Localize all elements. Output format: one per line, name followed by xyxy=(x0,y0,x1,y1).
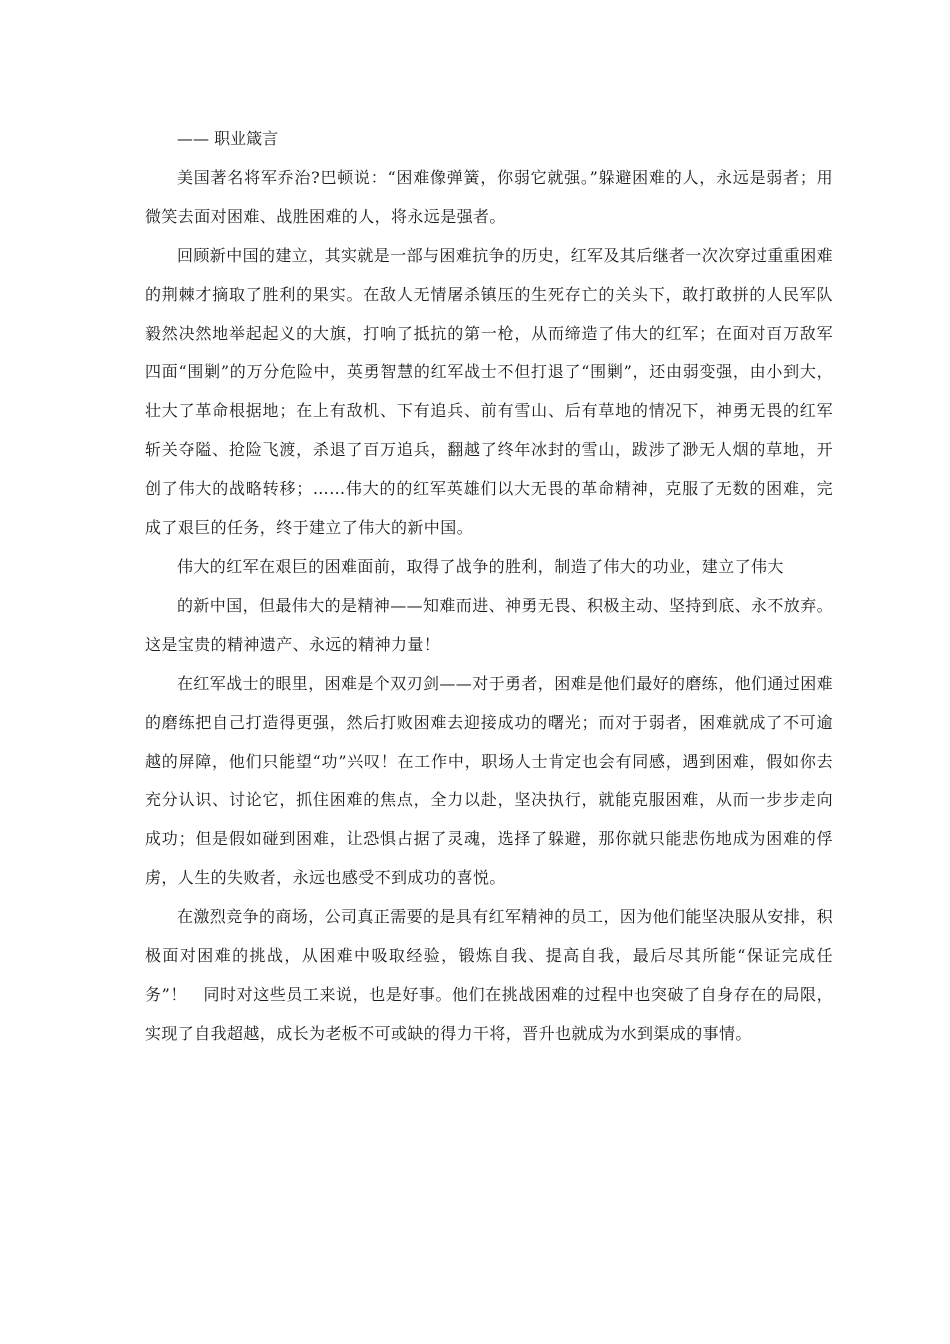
motto-line: —— 职业箴言 xyxy=(177,129,279,148)
paragraph-red-army-victory: 伟大的红军在艰巨的困难面前，取得了战争的胜利，制造了伟大的功业，建立了伟大 xyxy=(177,556,784,576)
paragraph-history-review: 回顾新中国的建立，其实就是一部与困难抗争的历史，红军及其后继者一次次穿过重重困难的荆棘才摘取了胜利的果实。在敌人无情屠杀镇压的生死存亡的关头下，敢打敢拼的人民军队毅然决然地举起起义的大旗，打响了抵抗的第一枪，从而缔造了伟大的红军；在面对百万敌军四面“围剿”的万分危险中，英勇智慧的红军战士不但打退了“围剿”，还由弱变强，由小到大，壮大了革命根据地；在上有敌机、下有追兵、前有雪山、后有草地的情况下，神勇无畏的红军斩关夺隘、抢险飞渡，杀退了百万追兵，翻越了终年冰封的雪山，跋涉了渺无人烟的草地，开创了伟大的战略转移；……伟大的的红军英雄们以大无畏的革命精神，克服了无数的困难，完成了艰巨的任务，终于建立了伟大的新中国。 xyxy=(145,245,834,538)
document-body xyxy=(145,120,833,1054)
paragraph-great-spirit: 的新中国，但最伟大的是精神——知难而进、神勇无畏、积极主动、坚持到底、永不放弃。这是宝贵的精神遗产、永远的精神力量！ xyxy=(145,595,834,654)
paragraph-patton-quote: 美国著名将军乔治?巴顿说：“困难像弹簧，你弱它就强。”躲避困难的人，永远是弱者；用微笑去面对困难、战胜困难的人，将永远是强者。 xyxy=(145,167,833,226)
paragraph-business-competition: 在激烈竞争的商场，公司真正需要的是具有红军精神的员工，因为他们能坚决服从安排，积极面对困难的挑战，从困难中吸取经验，锻炼自我、提高自我，最后尽其所能“保证完成任务”！ 同时对这些员工来说，也是好事。他们在挑战困难的过程中也突破了自身存在的局限，实现了自我超越，成长为老板不可或缺的得力干将，晋升也就成为水到渠成的事情。 xyxy=(145,907,834,1043)
paragraph-double-edged-sword: 在红军战士的眼里，困难是个双刃剑——对于勇者，困难是他们最好的磨练，他们通过困难的磨练把自己打造得更强，然后打败困难去迎接成功的曙光；而对于弱者，困难就成了不可逾越的屏障，他们只能望“功”兴叹！在工作中，职场人士肯定也会有同感，遇到困难，假如你去充分认识、讨论它，抓住困难的焦点，全力以赴，坚决执行，就能克服困难，从而一步步走向成功；但是假如碰到困难，让恐惧占据了灵魂，选择了躲避，那你就只能悲伤地成为困难的俘虏，人生的失败者，永远也感受不到成功的喜悦。 xyxy=(145,673,834,888)
